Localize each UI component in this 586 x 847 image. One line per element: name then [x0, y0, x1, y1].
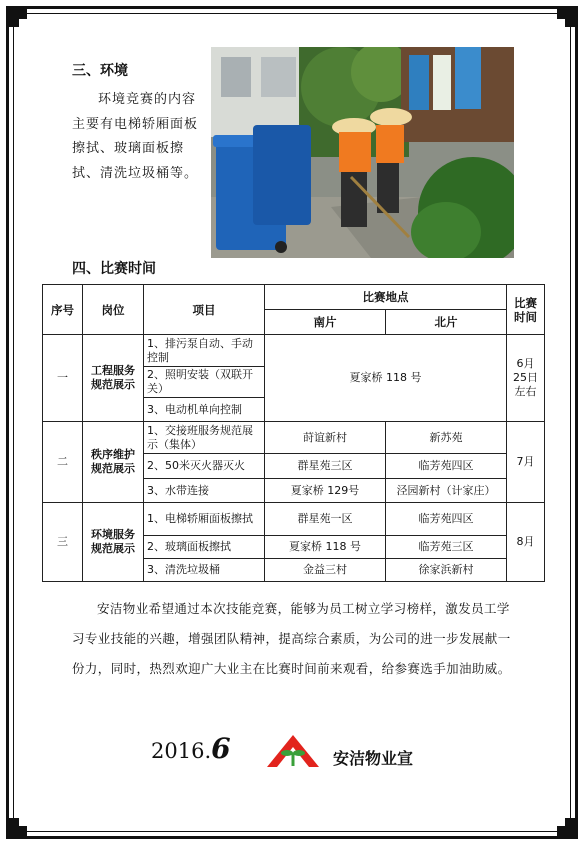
venue-south: 金益三村 [265, 559, 386, 582]
issue-date [151, 732, 231, 765]
venue-north: 临芳苑四区 [386, 503, 507, 536]
venue-north: 新苏苑 [386, 422, 507, 454]
header-seq: 序号 [43, 285, 83, 335]
section-heading-schedule: 四、比赛时间 [72, 261, 156, 277]
competition-schedule-table [42, 284, 545, 582]
group-time: 8月 [507, 503, 545, 582]
item-name: 2、玻璃面板擦拭 [144, 536, 265, 559]
group-seq: 一 [43, 335, 83, 422]
item-name: 2、50米灭火器灭火 [144, 454, 265, 479]
item-name: 3、电动机单向控制 [144, 398, 265, 422]
venue-south: 夏家桥 129号 [265, 479, 386, 503]
venue-north: 泾园新村（计家庄） [386, 479, 507, 503]
item-name: 1、交接班服务规范展示（集体） [144, 422, 265, 454]
venue-north: 临芳苑四区 [386, 454, 507, 479]
venue-north: 徐家浜新村 [386, 559, 507, 582]
item-name: 1、电梯轿厢面板擦拭 [144, 503, 265, 536]
cleaning-photo [211, 47, 514, 258]
group-post: 工程服务规范展示 [83, 335, 144, 422]
merged-venue: 夏家桥 118 号 [265, 335, 507, 422]
item-name: 3、水带连接 [144, 479, 265, 503]
header-time: 比赛时间 [507, 285, 545, 335]
item-name: 3、清洗垃圾桶 [144, 559, 265, 582]
group-post: 环境服务规范展示 [83, 503, 144, 582]
venue-south: 夏家桥 118 号 [265, 536, 386, 559]
organization-name: 安洁物业宣 [333, 749, 414, 768]
group-seq: 三 [43, 503, 83, 582]
closing-paragraph: 安洁物业希望通过本次技能竞赛，能够为员工树立学习榜样，激发员工学习专业技能的兴趣，增强团队精神，提高综合素质，为公司的进一步发展献一份力，同时，热烈欢迎广大业主在比赛时间前来观看，给参赛选手加油助威。 [72, 601, 511, 676]
item-name: 2、照明安装（双联开关） [144, 367, 265, 398]
venue-south: 群星苑三区 [265, 454, 386, 479]
environment-paragraph: 环境竞赛的内容主要有电梯轿厢面板擦拭、玻璃面板擦拭、清洗垃圾桶等。 [72, 92, 199, 181]
venue-north: 临芳苑三区 [386, 536, 507, 559]
header-post: 岗位 [83, 285, 144, 335]
header-south: 南片 [265, 310, 386, 335]
item-name: 1、排污泵自动、手动控制 [144, 335, 265, 367]
header-venue: 比赛地点 [265, 285, 507, 310]
date-year: 2016. [151, 739, 212, 763]
group-time: 6月25日左右 [507, 335, 545, 422]
header-north: 北片 [386, 310, 507, 335]
group-post: 秩序维护规范展示 [83, 422, 144, 503]
group-seq: 二 [43, 422, 83, 503]
header-item: 项目 [144, 285, 265, 335]
anjie-logo-icon [265, 733, 321, 769]
section-heading-environment: 三、环境 [72, 63, 128, 79]
group-time: 7月 [507, 422, 545, 503]
venue-south: 群星苑一区 [265, 503, 386, 536]
venue-south: 莳谊新村 [265, 422, 386, 454]
date-month: 6 [211, 732, 231, 765]
